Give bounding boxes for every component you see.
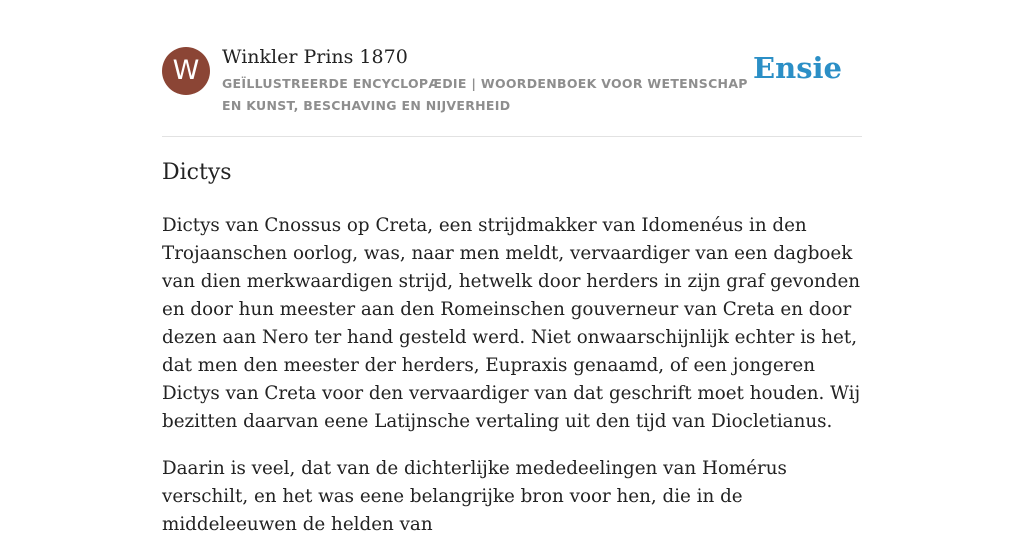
article-paragraph: Dictys van Cnossus op Creta, een strijdmakker van Idomenéus in den Trojaanschen oorlog, was, naar men meldt, vervaardiger van een dagboek van dien merkwaardigen strijd, hetwelk door herders in zijn graf gevonden en door hun meester aan den Romeinschen gouverneur van Creta en door dezen aan Nero ter hand gesteld werd. Niet onwaarschijnlijk echter is het, dat men den meester der herders, Eupraxis genaamd, of een jongeren Dictys van Creta voor den vervaardiger van dat geschrift moet houden. Wij bezitten daarvan eene Latijnsche vertaling uit den tijd van Diocletianus. [162, 215, 861, 432]
article-body [162, 212, 867, 558]
ensie-logo[interactable]: Ensie [753, 51, 842, 85]
source-title[interactable]: Winkler Prins 1870 [222, 46, 408, 68]
source-subtitle: GEÏLLUSTREERDE ENCYCLOPÆDIE | WOORDENBOEK VOOR WETENSCHAP EN KUNST, BESCHAVING EN NIJVERHEID [222, 76, 748, 113]
source-header [162, 46, 862, 137]
source-avatar[interactable]: W [162, 47, 210, 95]
article-paragraph: Daarin is veel, dat van de dichterlijke mededeelingen van Homérus verschilt, en het was eene belangrijke bron voor hen, die in de middeleeuwen de helden van [162, 458, 787, 535]
article-title: Dictys [162, 160, 232, 185]
